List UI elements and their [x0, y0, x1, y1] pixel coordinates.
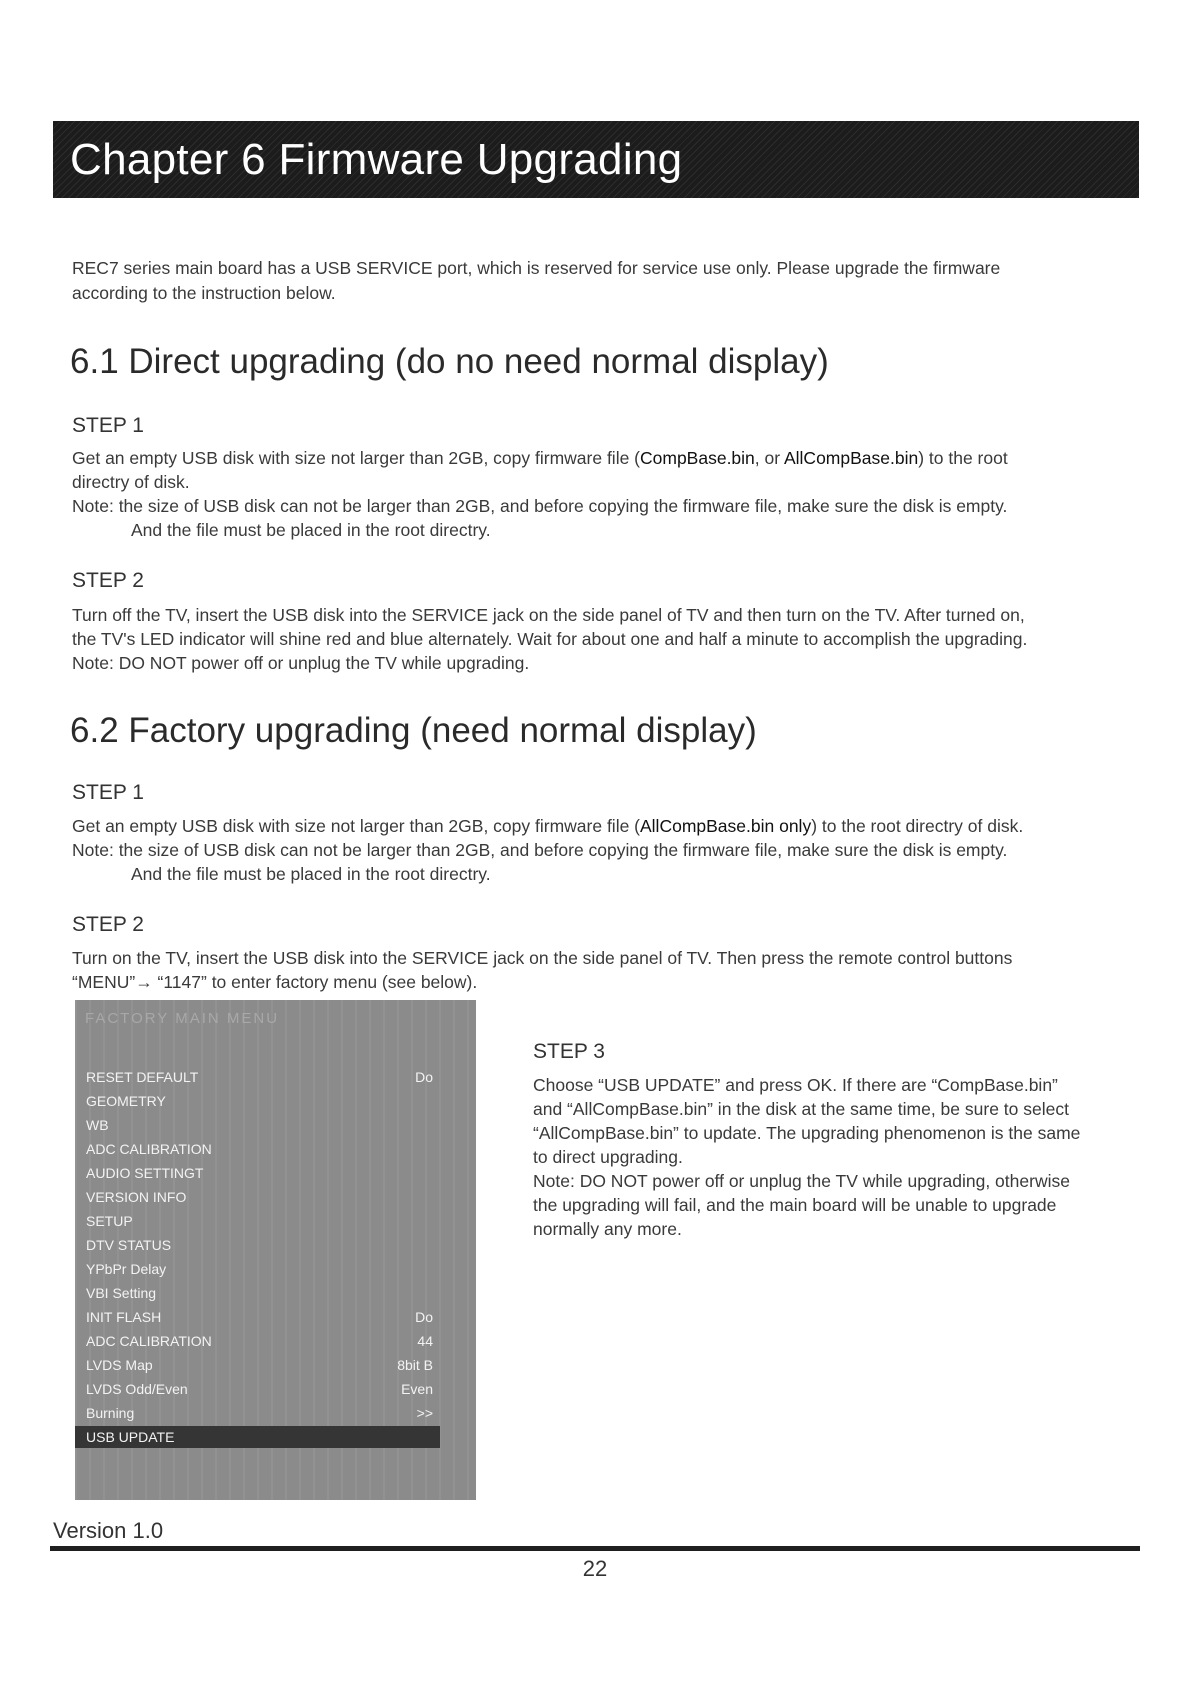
- menu-item-lvds-odd-even[interactable]: [75, 1378, 441, 1400]
- text-fragment: ) to the root: [918, 448, 1008, 468]
- step-line: [72, 446, 1147, 470]
- section-6-1-step-2-text: [72, 603, 1147, 675]
- menu-item-dtv-status[interactable]: [75, 1234, 441, 1256]
- section-6-1-title: 6.1 Direct upgrading (do no need normal display): [70, 342, 829, 381]
- menu-item-label: ADC CALIBRATION: [86, 1141, 212, 1157]
- step-line: [72, 814, 1147, 838]
- section-6-2-step-3-text: [533, 1073, 1153, 1241]
- menu-item-burning[interactable]: [75, 1402, 441, 1424]
- note-line-indented: And the file must be placed in the root directry.: [131, 864, 491, 884]
- menu-item-label: DTV STATUS: [86, 1237, 172, 1253]
- menu-item-geometry[interactable]: [75, 1090, 441, 1112]
- text-fragment: Get an empty USB disk with size not larger than 2GB, copy firmware file (: [72, 448, 640, 468]
- menu-item-label: USB UPDATE: [86, 1429, 175, 1445]
- intro-line-2: according to the instruction below.: [72, 283, 336, 303]
- menu-item-audio-setting[interactable]: [75, 1162, 441, 1184]
- step-line: directry of disk.: [72, 472, 190, 492]
- step-line: Turn on the TV, insert the USB disk into the SERVICE jack on the side panel of TV. Then press the remote control buttons: [72, 948, 1013, 968]
- menu-item-value: 44: [417, 1333, 433, 1349]
- step-line: Turn off the TV, insert the USB disk into the SERVICE jack on the side panel of TV and then turn on the TV. After turned on,: [72, 605, 1025, 625]
- menu-item-version-info[interactable]: [75, 1186, 441, 1208]
- menu-item-label: LVDS Odd/Even: [86, 1381, 188, 1397]
- chapter-title: Chapter 6 Firmware Upgrading: [70, 135, 683, 184]
- menu-item-value: Do: [415, 1069, 433, 1085]
- text-fragment: , or: [754, 448, 784, 468]
- note-line: Note: the size of USB disk can not be larger than 2GB, and before copying the firmware file, make sure the disk is empty.: [72, 840, 1008, 860]
- menu-item-value: Even: [401, 1381, 433, 1397]
- filename-allcompbase: AllCompBase.bin: [783, 448, 919, 468]
- menu-item-label: VERSION INFO: [86, 1189, 187, 1205]
- menu-item-label: GEOMETRY: [86, 1093, 166, 1109]
- note-line-indented: And the file must be placed in the root directry.: [131, 520, 491, 540]
- step-line: the TV's LED indicator will shine red and blue alternately. Wait for about one and half a minute to accomplish the upgrading.: [72, 629, 1028, 649]
- menu-item-vbi-setting[interactable]: [75, 1282, 441, 1304]
- menu-item-ypbpr-delay[interactable]: [75, 1258, 441, 1280]
- note-line: normally any more.: [533, 1219, 682, 1239]
- section-6-2-step-2-label: STEP 2: [72, 913, 144, 936]
- section-6-2-step-3-label: STEP 3: [533, 1040, 605, 1063]
- menu-item-setup[interactable]: [75, 1210, 441, 1232]
- filename-compbase: CompBase.bin: [640, 448, 755, 468]
- note-line: Note: DO NOT power off or unplug the TV while upgrading.: [72, 653, 530, 673]
- note-line: Note: DO NOT power off or unplug the TV while upgrading, otherwise: [533, 1171, 1070, 1191]
- step-line: [72, 970, 1147, 994]
- note-line: the upgrading will fail, and the main board will be unable to upgrade: [533, 1195, 1057, 1215]
- step-line: to direct upgrading.: [533, 1147, 683, 1167]
- section-6-2-step-1-text: [72, 814, 1147, 886]
- menu-item-adc-calibration-value[interactable]: [75, 1330, 441, 1352]
- menu-item-label: VBI Setting: [86, 1285, 157, 1301]
- menu-item-label: YPbPr Delay: [86, 1261, 167, 1277]
- factory-menu-screenshot: [75, 1000, 476, 1500]
- menu-item-value: Do: [415, 1309, 433, 1325]
- footer-divider: [50, 1546, 1140, 1551]
- menu-item-label: ADC CALIBRATION: [86, 1333, 212, 1349]
- text-fragment: ) to the root directry of disk.: [811, 816, 1024, 836]
- menu-item-lvds-map[interactable]: [75, 1354, 441, 1376]
- factory-menu-header: FACTORY MAIN MENU: [85, 1010, 280, 1027]
- intro-paragraph: [72, 256, 1137, 306]
- section-6-2-step-1-label: STEP 1: [72, 781, 144, 804]
- filename-allcompbase-only: AllCompBase.bin only: [640, 816, 812, 836]
- intro-line-1: REC7 series main board has a USB SERVICE port, which is reserved for service use only. Please upgrade the firmware: [72, 258, 1001, 278]
- menu-item-label: SETUP: [86, 1213, 133, 1229]
- section-6-2-title: 6.2 Factory upgrading (need normal display): [70, 711, 757, 750]
- menu-item-label: Burning: [86, 1405, 135, 1421]
- section-6-1-step-1-label: STEP 1: [72, 414, 144, 437]
- section-6-2-step-2-text: [72, 946, 1147, 994]
- text-fragment: “1147” to enter factory menu (see below).: [152, 972, 478, 992]
- step-line: and “AllCompBase.bin” in the disk at the same time, be sure to select: [533, 1099, 1069, 1119]
- menu-item-init-flash[interactable]: [75, 1306, 441, 1328]
- step-line: “AllCompBase.bin” to update. The upgrading phenomenon is the same: [533, 1123, 1081, 1143]
- menu-item-label: INIT FLASH: [86, 1309, 162, 1325]
- arrow-right-icon: →: [135, 972, 153, 992]
- menu-item-label: WB: [86, 1117, 109, 1133]
- menu-item-value: >>: [416, 1405, 433, 1421]
- menu-item-label: RESET DEFAULT: [86, 1069, 199, 1085]
- version-label: Version 1.0: [53, 1518, 164, 1543]
- section-6-1-step-2-label: STEP 2: [72, 569, 144, 592]
- text-fragment: “MENU”: [72, 972, 136, 992]
- step-line: Choose “USB UPDATE” and press OK. If there are “CompBase.bin”: [533, 1075, 1058, 1095]
- text-fragment: Get an empty USB disk with size not larger than 2GB, copy firmware file (: [72, 816, 640, 836]
- page-number: 22: [582, 1556, 608, 1581]
- note-line: Note: the size of USB disk can not be larger than 2GB, and before copying the firmware file, make sure the disk is empty.: [72, 496, 1008, 516]
- menu-item-label: LVDS Map: [86, 1357, 153, 1373]
- chapter-banner: [53, 121, 1139, 198]
- menu-item-value: 8bit B: [397, 1357, 433, 1373]
- menu-item-wb[interactable]: [75, 1114, 441, 1136]
- section-6-1-step-1-text: [72, 446, 1147, 542]
- menu-item-usb-update[interactable]: [75, 1426, 440, 1448]
- menu-item-label: AUDIO SETTINGT: [86, 1165, 204, 1181]
- menu-item-reset-default[interactable]: [75, 1066, 441, 1088]
- menu-item-adc-calibration[interactable]: [75, 1138, 441, 1160]
